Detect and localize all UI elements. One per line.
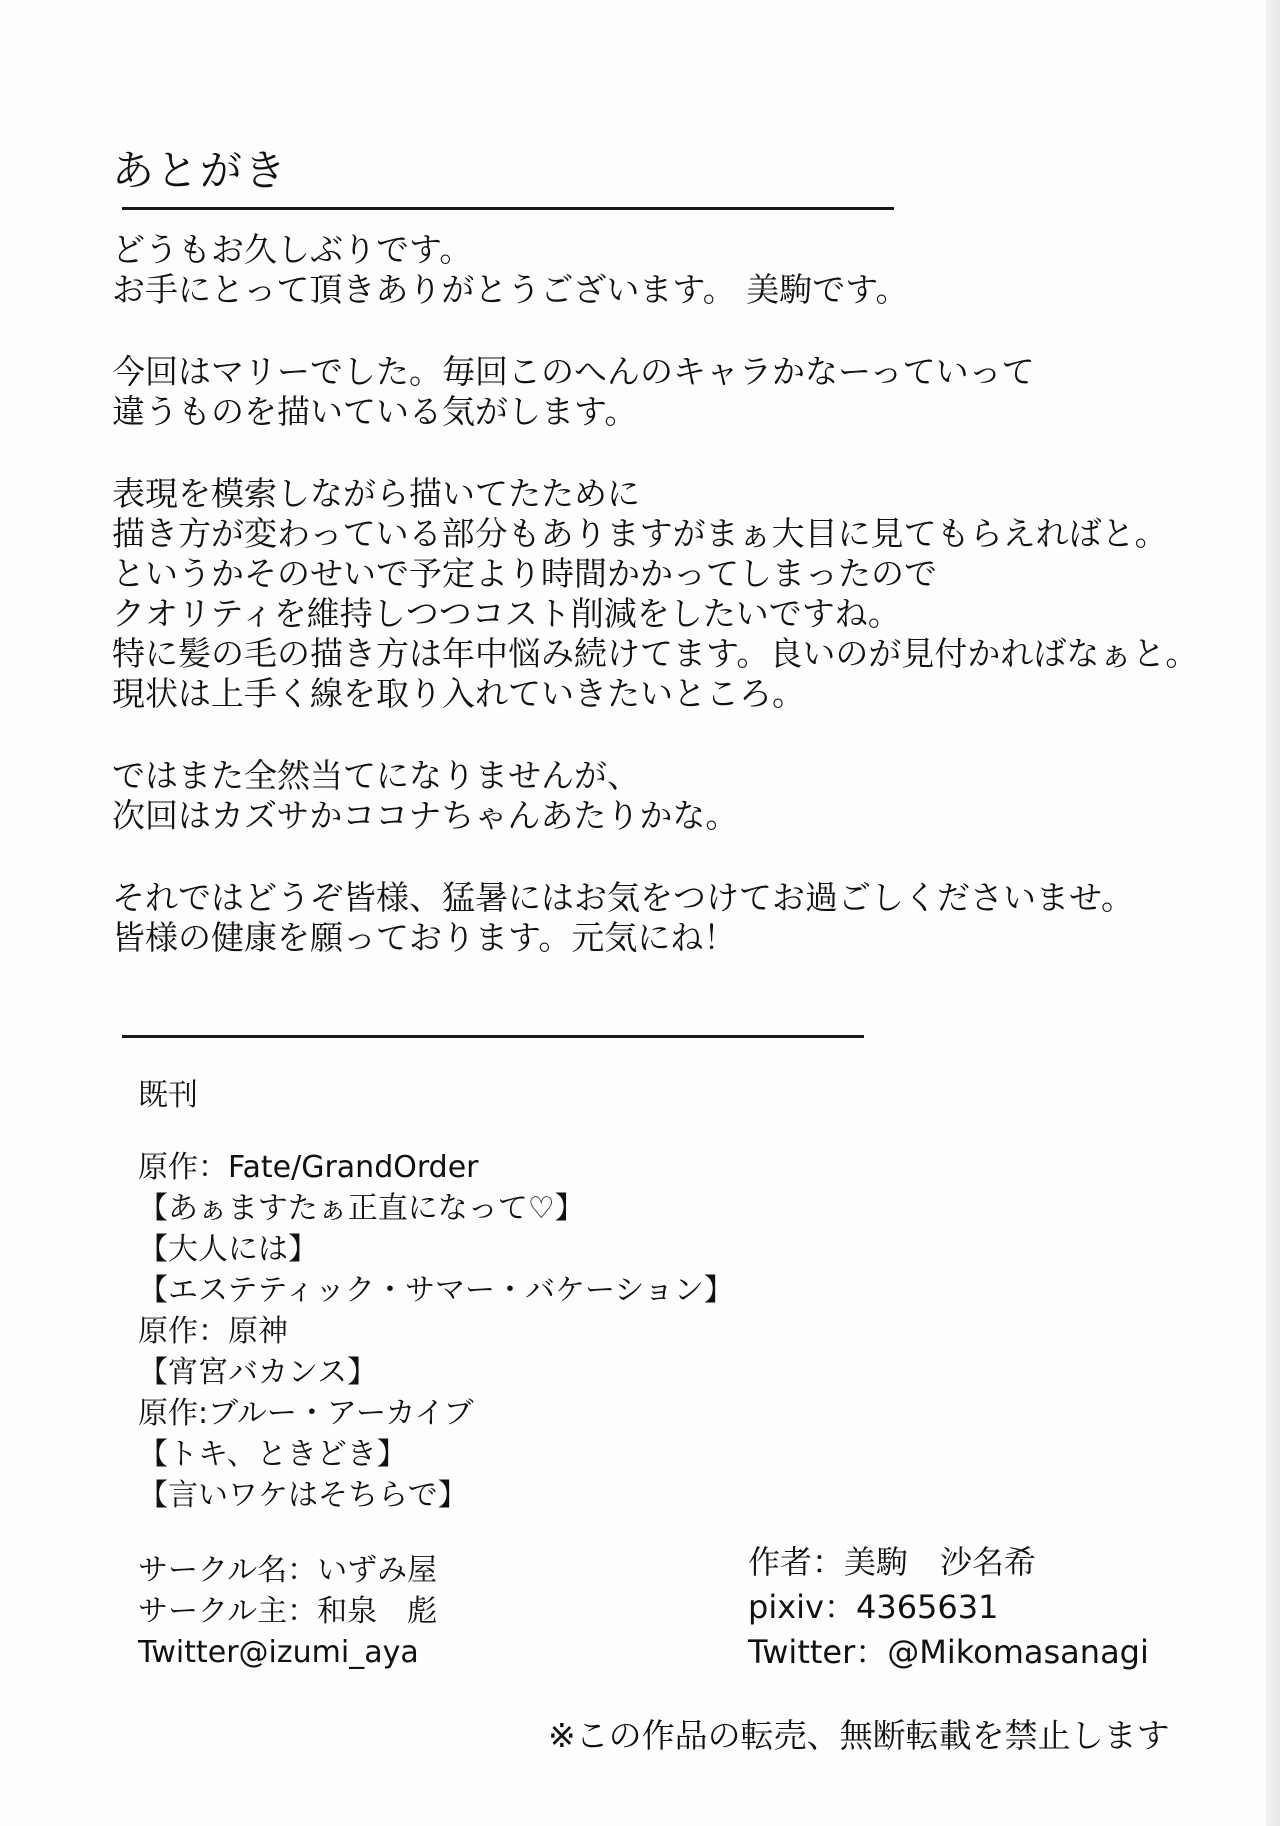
author-info — [748, 1540, 1149, 1675]
text-line: 現状は上手く線を取り入れていきたいところ。 — [112, 674, 805, 713]
list-item: 原作：Fate/GrandOrder — [138, 1150, 479, 1185]
paragraph — [112, 474, 1222, 714]
section-divider — [122, 1035, 864, 1038]
author-twitter: Twitter：@Mikomasanagi — [748, 1633, 1149, 1671]
text-line: 特に髪の毛の描き方は年中悩み続けてます。良いのが見付かればなぁと。 — [112, 634, 1199, 673]
works-heading: 既刊 — [138, 1078, 198, 1113]
text-line: 描き方が変わっている部分もありますがまぁ大目に見てもらえればと。 — [112, 514, 1168, 553]
copyright-notice: ※この作品の転売、無断転載を禁止します — [548, 1716, 1170, 1755]
paragraph — [112, 756, 1222, 836]
list-item: 原作:ブルー・アーカイブ — [138, 1396, 474, 1431]
author-name: 作者：美駒 沙名希 — [748, 1543, 1037, 1581]
paragraph — [112, 878, 1222, 958]
list-item: 【あぁますたぁ正直になって♡】 — [138, 1191, 585, 1226]
text-line: 今回はマリーでした。毎回このへんのキャラかなーっていって — [112, 352, 1035, 391]
list-item: 【トキ、ときどき】 — [138, 1437, 407, 1472]
title-divider — [122, 207, 894, 210]
list-item: 【言いワケはそちらで】 — [138, 1478, 468, 1513]
text-line: 皆様の健康を願っております。元気にね！ — [112, 918, 737, 957]
circle-info — [138, 1550, 437, 1673]
circle-name: サークル名：いずみ屋 — [138, 1553, 438, 1588]
text-line: ではまた全然当てになりませんが、 — [112, 756, 640, 795]
scan-edge-shadow — [1266, 0, 1280, 1826]
text-line: 次回はカズサかココナちゃんあたりかな。 — [112, 796, 739, 835]
text-line: というかそのせいで予定より時間かかってしまったので — [112, 554, 937, 593]
list-item: 【エステティック・サマー・バケーション】 — [138, 1273, 734, 1308]
paragraph — [112, 230, 1222, 310]
text-line: どうもお久しぶりです。 — [112, 230, 473, 269]
text-line: お手にとって頂きありがとうございます。 美駒です。 — [112, 270, 909, 309]
list-item: 【大人には】 — [138, 1232, 318, 1267]
author-pixiv: pixiv：4365631 — [748, 1588, 999, 1626]
circle-twitter: Twitter@izumi_aya — [138, 1635, 419, 1670]
afterword-body — [112, 230, 1222, 1000]
list-item: 原作：原神 — [138, 1314, 288, 1349]
text-line: 違うものを描いている気がします。 — [112, 392, 638, 431]
paragraph — [112, 352, 1222, 432]
text-line: 表現を模索しながら描いてたために — [112, 474, 640, 513]
page-title: あとがき — [112, 146, 289, 195]
text-line: クオリティを維持しつつコスト削減をしたいですね。 — [112, 594, 901, 633]
text-line: それではどうぞ皆様、猛暑にはお気をつけてお過ごしくださいませ。 — [112, 878, 1135, 917]
list-item: 【宵宮バカンス】 — [138, 1355, 378, 1390]
circle-owner: サークル主：和泉 彪 — [138, 1594, 438, 1629]
works-list — [138, 1147, 734, 1516]
